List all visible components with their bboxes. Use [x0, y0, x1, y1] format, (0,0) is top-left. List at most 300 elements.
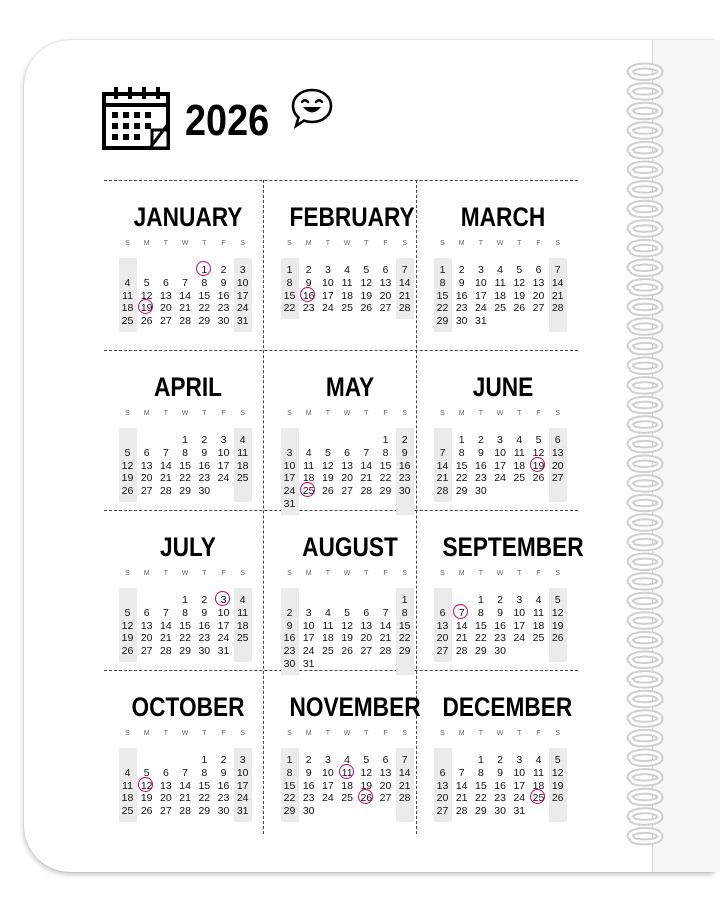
weekday-header — [431, 240, 575, 250]
day-cell-circled: 19 — [529, 460, 548, 472]
day-cell: 2 — [201, 594, 208, 606]
day-cell: 25 — [532, 632, 545, 645]
month-may — [278, 350, 422, 510]
day-cell: 28 — [455, 805, 468, 818]
day-cell: 10 — [302, 619, 315, 632]
day-cell: 20 — [436, 792, 449, 805]
weekday-label: M — [458, 570, 465, 577]
weekday-label: T — [478, 410, 484, 417]
day-cell: 6 — [439, 606, 446, 619]
day-cell: 3 — [497, 434, 504, 446]
weekday-label: S — [287, 570, 292, 577]
day-cell: 13 — [436, 619, 449, 632]
day-cell: 12 — [322, 459, 334, 472]
month-december — [431, 670, 575, 830]
day-cell: 8 — [401, 606, 408, 619]
day-cell: 7 — [554, 264, 561, 276]
day-cell: 7 — [401, 264, 408, 276]
weekday-label: F — [221, 730, 226, 737]
year-title: 2026 — [185, 96, 270, 145]
day-cell: 6 — [363, 606, 370, 619]
day-cell: 13 — [379, 766, 392, 779]
month-name: OCTOBER — [131, 692, 245, 722]
day-cell: 13 — [140, 619, 153, 632]
month-february — [278, 180, 422, 340]
day-cell: 13 — [532, 276, 545, 289]
day-cell: 19 — [513, 289, 526, 302]
day-cell: 7 — [162, 446, 169, 459]
day-cell: 29 — [379, 485, 392, 498]
day-cell: 27 — [360, 645, 373, 658]
day-cell: 8 — [201, 766, 208, 779]
weekday-label: M — [305, 730, 312, 737]
day-cell: 18 — [341, 779, 353, 792]
month-january — [116, 180, 260, 340]
day-cell: 28 — [179, 805, 191, 818]
day-cell: 3 — [305, 606, 312, 619]
day-cell: 24 — [494, 472, 506, 485]
day-cell: 21 — [455, 632, 468, 645]
day-cell: 27 — [551, 472, 564, 485]
day-cell: 10 — [475, 276, 487, 289]
day-cell: 6 — [162, 766, 169, 779]
day-cell: 9 — [497, 766, 504, 779]
day-cell: 19 — [341, 632, 353, 645]
day-cell: 15 — [379, 459, 392, 472]
day-cell: 18 — [494, 289, 506, 302]
weekday-label: S — [125, 730, 130, 737]
day-cell: 10 — [322, 766, 334, 779]
day-cell: 6 — [162, 276, 169, 289]
weekday-label: F — [383, 410, 388, 417]
day-cell: 4 — [516, 434, 523, 446]
day-cell: 5 — [554, 754, 561, 766]
day-cell: 1 — [286, 264, 293, 276]
day-cell: 26 — [140, 805, 153, 818]
day-cell-circled: 26 — [357, 792, 376, 804]
weekday-label: T — [517, 570, 522, 577]
weekday-label: T — [202, 240, 207, 247]
day-cell: 10 — [283, 459, 296, 472]
month-march — [431, 180, 575, 340]
day-cell: 7 — [182, 276, 189, 289]
weekday-label: T — [325, 570, 331, 577]
day-cell: 8 — [458, 446, 465, 459]
day-cell: 16 — [198, 459, 211, 472]
day-cell: 17 — [322, 779, 334, 792]
day-cell: 15 — [283, 289, 296, 302]
day-cell: 31 — [302, 658, 315, 670]
day-cell: 23 — [198, 472, 211, 485]
day-cell: 20 — [551, 459, 564, 472]
day-cell: 11 — [237, 606, 249, 619]
day-cell: 24 — [322, 302, 334, 315]
day-cell: 8 — [182, 446, 189, 459]
day-cell: 20 — [360, 632, 373, 645]
day-cell: 15 — [475, 619, 487, 632]
day-cell: 19 — [551, 779, 564, 792]
day-cell: 15 — [283, 779, 296, 792]
day-cell: 17 — [494, 459, 506, 472]
weekday-label: S — [240, 570, 246, 577]
day-cell: 2 — [497, 594, 504, 606]
day-cell: 21 — [179, 792, 191, 805]
day-cell: 31 — [236, 805, 249, 818]
month-name: MARCH — [460, 202, 546, 232]
day-cell: 7 — [182, 766, 189, 779]
day-cell: 11 — [122, 289, 133, 302]
day-cell: 23 — [398, 472, 411, 485]
day-cell: 3 — [239, 264, 246, 276]
day-cell: 20 — [140, 632, 153, 645]
day-cell: 5 — [363, 754, 370, 766]
month-name: APRIL — [153, 372, 223, 402]
day-cell: 1 — [382, 434, 389, 446]
day-cell: 22 — [283, 302, 296, 315]
day-cell: 4 — [535, 594, 542, 606]
weekday-label: S — [402, 730, 408, 737]
day-cell: 26 — [121, 485, 134, 498]
day-cell: 2 — [305, 754, 312, 766]
weekday-label: F — [536, 570, 541, 577]
day-cell: 9 — [201, 606, 208, 619]
day-cell: 9 — [220, 766, 227, 779]
day-cell: 4 — [324, 606, 331, 619]
day-cell: 20 — [160, 792, 172, 805]
day-cell: 3 — [324, 754, 331, 766]
day-cell: 3 — [324, 264, 331, 276]
day-cell: 3 — [239, 754, 246, 766]
day-cell: 27 — [140, 645, 153, 658]
weekday-label: T — [364, 570, 369, 577]
day-cell: 13 — [436, 779, 449, 792]
month-name: MAY — [325, 372, 375, 402]
day-cell: 19 — [360, 289, 373, 302]
day-cell: 11 — [533, 766, 544, 779]
day-cell: 10 — [217, 446, 230, 459]
day-cell: 18 — [236, 619, 249, 632]
day-cell: 17 — [513, 619, 526, 632]
month-june — [431, 350, 575, 510]
day-cell: 7 — [439, 446, 446, 459]
day-cell: 8 — [439, 276, 446, 289]
day-cell: 8 — [286, 766, 293, 779]
day-cell: 11 — [237, 446, 249, 459]
day-cell: 24 — [513, 792, 526, 805]
day-cell: 22 — [283, 792, 296, 805]
day-cell: 25 — [494, 302, 506, 315]
day-cell: 18 — [532, 779, 545, 792]
day-cell: 13 — [379, 276, 392, 289]
day-cell: 30 — [217, 805, 230, 818]
day-cell: 17 — [217, 459, 230, 472]
day-cell: 11 — [494, 276, 506, 289]
day-cell: 24 — [236, 302, 249, 315]
day-cell: 19 — [322, 472, 334, 485]
day-cell: 7 — [458, 766, 465, 779]
day-cell: 8 — [477, 766, 484, 779]
day-cell: 14 — [551, 276, 564, 289]
weekday-label: S — [240, 240, 246, 247]
day-cell: 18 — [236, 459, 249, 472]
day-cell: 25 — [322, 645, 334, 658]
weekday-label: M — [458, 730, 465, 737]
day-cell: 8 — [286, 276, 293, 289]
day-cell: 10 — [513, 766, 526, 779]
day-cell: 12 — [121, 619, 134, 632]
day-cell: 26 — [341, 645, 353, 658]
day-cell: 4 — [344, 264, 351, 276]
day-cell: 29 — [455, 485, 468, 498]
day-cell: 22 — [475, 632, 487, 645]
day-cell: 20 — [160, 302, 172, 315]
day-cell: 25 — [236, 632, 249, 645]
day-cell: 27 — [436, 805, 449, 818]
weekday-label: S — [440, 240, 445, 247]
weekday-label: T — [163, 730, 169, 737]
day-cell: 27 — [532, 302, 545, 315]
day-cell: 27 — [160, 315, 172, 328]
day-cell: 17 — [217, 619, 230, 632]
weekday-header — [116, 730, 260, 740]
weekday-label: T — [364, 410, 369, 417]
weekday-label: S — [555, 410, 561, 417]
weekday-header — [116, 570, 260, 580]
day-cell: 5 — [324, 446, 331, 459]
weekday-label: T — [163, 240, 169, 247]
day-cell: 22 — [398, 632, 411, 645]
day-cell: 7 — [382, 606, 389, 619]
day-cell: 23 — [198, 632, 211, 645]
weekday-label: F — [383, 570, 388, 577]
day-cell: 21 — [551, 289, 564, 302]
day-cell: 27 — [140, 485, 153, 498]
day-cell: 10 — [217, 606, 230, 619]
day-cell: 5 — [143, 766, 150, 779]
day-cell: 9 — [201, 446, 208, 459]
day-cell: 15 — [198, 779, 211, 792]
day-cell: 14 — [160, 459, 172, 472]
day-cell: 28 — [436, 485, 449, 498]
day-cell: 23 — [475, 472, 487, 485]
day-cell: 29 — [475, 805, 487, 818]
weekday-label: W — [496, 240, 504, 247]
weekday-label: W — [181, 570, 189, 577]
weekday-label: S — [555, 240, 561, 247]
day-cell: 26 — [322, 485, 334, 498]
day-cell: 20 — [532, 289, 545, 302]
day-cell: 24 — [302, 645, 315, 658]
day-cell: 4 — [124, 276, 131, 289]
day-cell: 15 — [475, 779, 487, 792]
day-cell: 19 — [140, 792, 153, 805]
day-cell: 14 — [455, 619, 468, 632]
day-cell: 12 — [360, 766, 373, 779]
day-cell: 1 — [458, 434, 465, 446]
month-name: JUNE — [472, 372, 534, 402]
day-cell: 21 — [160, 632, 172, 645]
day-cell: 14 — [455, 779, 468, 792]
day-cell: 25 — [121, 805, 134, 818]
day-cell: 9 — [458, 276, 465, 289]
day-cell: 5 — [143, 276, 150, 289]
day-cell: 16 — [494, 619, 506, 632]
day-cell: 21 — [398, 779, 411, 792]
day-cell-circled: 7 — [452, 607, 471, 619]
day-cell: 5 — [535, 434, 542, 446]
month-august — [278, 510, 422, 670]
day-cell: 22 — [455, 472, 468, 485]
day-cell: 1 — [477, 594, 484, 606]
day-cell: 5 — [516, 264, 523, 276]
weekday-label: S — [440, 410, 445, 417]
weekday-label: T — [202, 570, 207, 577]
day-cell: 4 — [535, 754, 542, 766]
calendar-icon — [102, 84, 176, 152]
day-cell: 5 — [124, 606, 131, 619]
day-cell: 30 — [217, 315, 230, 328]
column-divider — [263, 180, 264, 834]
day-cell: 26 — [121, 645, 134, 658]
day-cell: 25 — [341, 792, 353, 805]
day-cell: 31 — [217, 645, 230, 658]
day-cell: 3 — [477, 264, 484, 276]
weekday-label: S — [240, 730, 246, 737]
weekday-label: S — [402, 570, 408, 577]
weekday-label: T — [325, 240, 331, 247]
weekday-label: W — [496, 410, 504, 417]
day-cell: 9 — [305, 276, 312, 289]
day-cell: 16 — [475, 459, 487, 472]
weekday-label: M — [143, 730, 150, 737]
day-cell-circled: 16 — [299, 290, 318, 302]
weekday-label: M — [143, 570, 150, 577]
weekday-label: W — [181, 240, 189, 247]
smile-speech-icon — [289, 86, 335, 132]
day-cell: 25 — [121, 315, 134, 328]
day-cell: 23 — [302, 792, 315, 805]
day-cell: 31 — [236, 315, 249, 328]
day-cell: 23 — [283, 645, 296, 658]
day-cell: 9 — [497, 606, 504, 619]
day-cell: 22 — [179, 472, 191, 485]
weekday-label: S — [125, 240, 130, 247]
day-cell: 27 — [436, 645, 449, 658]
day-cell: 11 — [322, 619, 334, 632]
day-cell: 15 — [179, 619, 191, 632]
day-cell: 24 — [283, 485, 296, 498]
day-cell: 1 — [439, 264, 446, 276]
day-cell: 2 — [497, 754, 504, 766]
day-cell: 6 — [143, 606, 150, 619]
day-cell: 27 — [160, 805, 172, 818]
day-cell: 24 — [513, 632, 526, 645]
weekday-label: M — [305, 570, 312, 577]
weekday-label: W — [343, 410, 351, 417]
day-cell: 14 — [179, 289, 191, 302]
weekday-label: W — [181, 410, 189, 417]
day-cell: 17 — [302, 632, 315, 645]
day-cell: 4 — [497, 264, 504, 276]
day-cell: 10 — [322, 276, 334, 289]
day-cell-circled: 25 — [529, 792, 548, 804]
weekday-label: W — [343, 570, 351, 577]
day-cell: 10 — [513, 606, 526, 619]
day-cell: 10 — [236, 276, 249, 289]
day-cell: 26 — [532, 472, 545, 485]
day-cell: 14 — [179, 779, 191, 792]
weekday-label: T — [325, 410, 331, 417]
day-cell: 28 — [379, 645, 392, 658]
day-cell: 22 — [379, 472, 392, 485]
day-cell: 16 — [283, 632, 296, 645]
day-cell: 17 — [236, 779, 249, 792]
weekday-header — [116, 240, 260, 250]
day-cell: 16 — [217, 289, 230, 302]
day-cell: 2 — [220, 754, 227, 766]
day-cell: 7 — [363, 446, 370, 459]
day-cell: 31 — [283, 498, 296, 510]
day-cell: 25 — [513, 472, 526, 485]
weekday-label: S — [440, 730, 445, 737]
month-name: AUGUST — [302, 532, 398, 562]
weekday-header — [116, 410, 260, 420]
weekday-label: W — [343, 730, 351, 737]
day-cell: 16 — [198, 619, 211, 632]
day-cell: 29 — [398, 645, 411, 658]
day-cell: 13 — [341, 459, 353, 472]
day-cell: 15 — [179, 459, 191, 472]
day-cell: 5 — [124, 446, 131, 459]
day-cell: 28 — [551, 302, 564, 315]
weekday-label: T — [325, 730, 331, 737]
day-cell: 11 — [513, 446, 525, 459]
day-cell: 24 — [236, 792, 249, 805]
day-cell: 26 — [551, 632, 564, 645]
day-cell: 2 — [220, 264, 227, 276]
day-cell: 30 — [198, 485, 211, 498]
day-cell: 10 — [236, 766, 249, 779]
day-cell: 4 — [305, 446, 312, 459]
weekday-label: T — [202, 730, 207, 737]
day-cell: 18 — [121, 792, 134, 805]
day-cell: 24 — [217, 472, 230, 485]
day-cell: 30 — [302, 805, 315, 818]
day-cell: 24 — [322, 792, 334, 805]
day-cell: 29 — [283, 805, 296, 818]
day-cell: 1 — [477, 754, 484, 766]
day-cell: 28 — [398, 792, 411, 805]
day-cell: 30 — [494, 805, 506, 818]
weekday-header — [431, 730, 575, 740]
day-cell: 2 — [286, 606, 293, 619]
month-july — [116, 510, 260, 670]
weekday-label: T — [364, 730, 369, 737]
day-cell: 9 — [401, 446, 408, 459]
day-cell: 28 — [160, 645, 172, 658]
weekday-label: F — [221, 410, 226, 417]
day-cell: 31 — [475, 315, 487, 328]
weekday-label: W — [496, 730, 504, 737]
weekday-label: S — [555, 730, 561, 737]
day-cell-circled: 11 — [338, 767, 357, 779]
day-cell: 13 — [360, 619, 373, 632]
day-cell: 4 — [239, 434, 246, 446]
day-cell: 15 — [455, 459, 468, 472]
day-cell: 27 — [341, 485, 353, 498]
day-cell: 21 — [436, 472, 449, 485]
day-cell: 1 — [182, 434, 189, 446]
